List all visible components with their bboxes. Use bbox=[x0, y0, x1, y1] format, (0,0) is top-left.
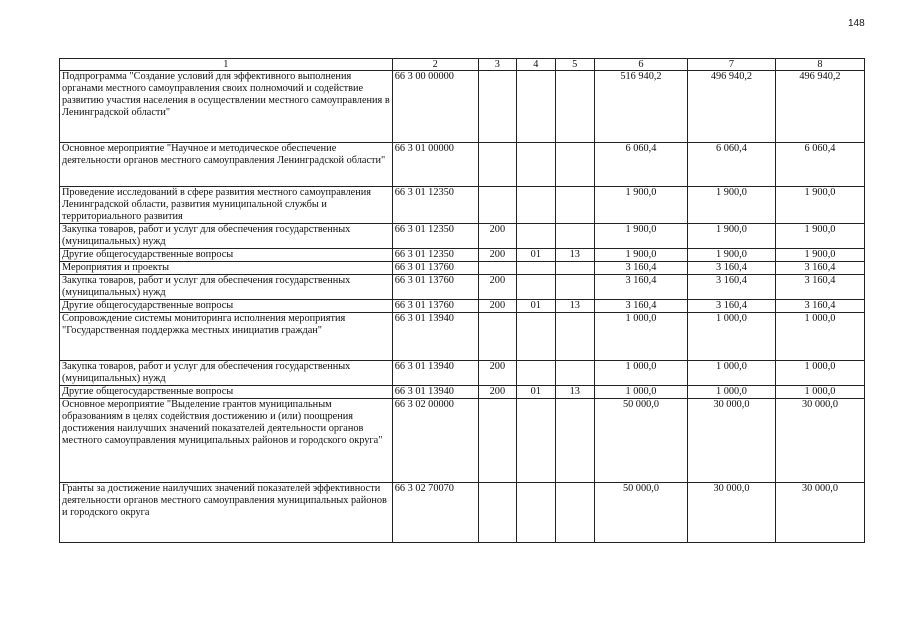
amount-col8-cell: 1 900,0 bbox=[775, 187, 864, 224]
subsection-cell bbox=[555, 224, 594, 249]
expense-type-cell bbox=[478, 483, 516, 543]
table-row bbox=[60, 300, 865, 313]
target-code-cell: 66 3 02 00000 bbox=[392, 399, 478, 483]
table-row bbox=[60, 313, 865, 361]
amount-col6-cell: 1 900,0 bbox=[594, 187, 687, 224]
column-header: 1 bbox=[60, 59, 393, 71]
amount-col7-cell: 30 000,0 bbox=[687, 399, 775, 483]
row-name-cell: Мероприятия и проекты bbox=[60, 262, 393, 275]
section-cell bbox=[517, 143, 555, 187]
expense-type-cell: 200 bbox=[478, 275, 516, 300]
table-row bbox=[60, 187, 865, 224]
target-code-cell: 66 3 02 70070 bbox=[392, 483, 478, 543]
section-cell: 01 bbox=[517, 249, 555, 262]
amount-col8-cell: 6 060,4 bbox=[775, 143, 864, 187]
table-body bbox=[60, 71, 865, 543]
amount-col6-cell: 516 940,2 bbox=[594, 71, 687, 143]
table-row bbox=[60, 71, 865, 143]
amount-col8-cell: 1 000,0 bbox=[775, 386, 864, 399]
row-name-cell: Другие общегосударственные вопросы bbox=[60, 386, 393, 399]
expense-type-cell bbox=[478, 187, 516, 224]
target-code-cell: 66 3 01 13760 bbox=[392, 262, 478, 275]
expense-type-cell bbox=[478, 143, 516, 187]
target-code-cell: 66 3 01 13760 bbox=[392, 275, 478, 300]
amount-col6-cell: 3 160,4 bbox=[594, 262, 687, 275]
amount-col6-cell: 1 000,0 bbox=[594, 386, 687, 399]
row-name-cell: Гранты за достижение наилучших значений показателей эффективности деятельности органов местного самоуправления муниципальных районов и городского округа bbox=[60, 483, 393, 543]
amount-col8-cell: 1 900,0 bbox=[775, 224, 864, 249]
section-cell bbox=[517, 361, 555, 386]
amount-col6-cell: 50 000,0 bbox=[594, 399, 687, 483]
expense-type-cell bbox=[478, 399, 516, 483]
amount-col6-cell: 3 160,4 bbox=[594, 275, 687, 300]
subsection-cell bbox=[555, 275, 594, 300]
row-name-cell: Основное мероприятие "Научное и методическое обеспечение деятельности органов местного самоуправления Ленинградской области" bbox=[60, 143, 393, 187]
target-code-cell: 66 3 01 12350 bbox=[392, 187, 478, 224]
section-cell: 01 bbox=[517, 386, 555, 399]
section-cell bbox=[517, 313, 555, 361]
target-code-cell: 66 3 01 00000 bbox=[392, 143, 478, 187]
amount-col8-cell: 1 000,0 bbox=[775, 361, 864, 386]
table-row bbox=[60, 143, 865, 187]
row-name-cell: Закупка товаров, работ и услуг для обеспечения государственных (муниципальных) нужд bbox=[60, 275, 393, 300]
column-header: 2 bbox=[392, 59, 478, 71]
amount-col7-cell: 30 000,0 bbox=[687, 483, 775, 543]
target-code-cell: 66 3 01 13940 bbox=[392, 313, 478, 361]
amount-col7-cell: 1 900,0 bbox=[687, 224, 775, 249]
row-name-cell: Другие общегосударственные вопросы bbox=[60, 300, 393, 313]
expense-type-cell: 200 bbox=[478, 224, 516, 249]
amount-col8-cell: 1 000,0 bbox=[775, 313, 864, 361]
row-name-cell: Другие общегосударственные вопросы bbox=[60, 249, 393, 262]
amount-col7-cell: 6 060,4 bbox=[687, 143, 775, 187]
target-code-cell: 66 3 01 12350 bbox=[392, 249, 478, 262]
amount-col8-cell: 30 000,0 bbox=[775, 399, 864, 483]
column-header: 3 bbox=[478, 59, 516, 71]
subsection-cell bbox=[555, 483, 594, 543]
column-header: 4 bbox=[517, 59, 555, 71]
subsection-cell bbox=[555, 187, 594, 224]
column-header: 8 bbox=[775, 59, 864, 71]
subsection-cell bbox=[555, 143, 594, 187]
amount-col8-cell: 1 900,0 bbox=[775, 249, 864, 262]
amount-col7-cell: 1 900,0 bbox=[687, 187, 775, 224]
expense-type-cell: 200 bbox=[478, 249, 516, 262]
subsection-cell bbox=[555, 399, 594, 483]
amount-col8-cell: 496 940,2 bbox=[775, 71, 864, 143]
amount-col6-cell: 1 000,0 bbox=[594, 313, 687, 361]
amount-col6-cell: 1 900,0 bbox=[594, 249, 687, 262]
subsection-cell bbox=[555, 262, 594, 275]
table-row bbox=[60, 361, 865, 386]
amount-col8-cell: 3 160,4 bbox=[775, 275, 864, 300]
table-row bbox=[60, 275, 865, 300]
expense-type-cell: 200 bbox=[478, 386, 516, 399]
amount-col7-cell: 1 900,0 bbox=[687, 249, 775, 262]
table-row bbox=[60, 483, 865, 543]
row-name-cell: Проведение исследований в сфере развития местного самоуправления Ленинградской области, развития муниципальной службы и территориального развития bbox=[60, 187, 393, 224]
expense-type-cell bbox=[478, 313, 516, 361]
target-code-cell: 66 3 01 13940 bbox=[392, 361, 478, 386]
expense-type-cell bbox=[478, 71, 516, 143]
amount-col7-cell: 3 160,4 bbox=[687, 300, 775, 313]
section-cell: 01 bbox=[517, 300, 555, 313]
section-cell bbox=[517, 275, 555, 300]
subsection-cell: 13 bbox=[555, 300, 594, 313]
row-name-cell: Основное мероприятие "Выделение грантов муниципальным образованиям в целях содействия достижению и (или) поощрения достижения наилучших значений показателей деятельности органов местного самоуправления муниципальных районов и городского округа" bbox=[60, 399, 393, 483]
section-cell bbox=[517, 224, 555, 249]
section-cell bbox=[517, 483, 555, 543]
amount-col6-cell: 6 060,4 bbox=[594, 143, 687, 187]
column-header: 5 bbox=[555, 59, 594, 71]
subsection-cell: 13 bbox=[555, 386, 594, 399]
expense-type-cell bbox=[478, 262, 516, 275]
amount-col6-cell: 3 160,4 bbox=[594, 300, 687, 313]
subsection-cell bbox=[555, 361, 594, 386]
amount-col7-cell: 496 940,2 bbox=[687, 71, 775, 143]
section-cell bbox=[517, 399, 555, 483]
column-header: 7 bbox=[687, 59, 775, 71]
amount-col8-cell: 3 160,4 bbox=[775, 262, 864, 275]
subsection-cell bbox=[555, 71, 594, 143]
target-code-cell: 66 3 01 13760 bbox=[392, 300, 478, 313]
amount-col6-cell: 1 900,0 bbox=[594, 224, 687, 249]
expense-type-cell: 200 bbox=[478, 300, 516, 313]
table-row bbox=[60, 224, 865, 249]
expense-type-cell: 200 bbox=[478, 361, 516, 386]
row-name-cell: Закупка товаров, работ и услуг для обеспечения государственных (муниципальных) нужд bbox=[60, 361, 393, 386]
target-code-cell: 66 3 00 00000 bbox=[392, 71, 478, 143]
amount-col6-cell: 1 000,0 bbox=[594, 361, 687, 386]
column-header: 6 bbox=[594, 59, 687, 71]
section-cell bbox=[517, 71, 555, 143]
section-cell bbox=[517, 187, 555, 224]
subsection-cell: 13 bbox=[555, 249, 594, 262]
amount-col7-cell: 3 160,4 bbox=[687, 262, 775, 275]
amount-col7-cell: 3 160,4 bbox=[687, 275, 775, 300]
amount-col7-cell: 1 000,0 bbox=[687, 361, 775, 386]
row-name-cell: Сопровождение системы мониторинга исполнения мероприятия "Государственная поддержка местных инициатив граждан" bbox=[60, 313, 393, 361]
amount-col7-cell: 1 000,0 bbox=[687, 313, 775, 361]
section-cell bbox=[517, 262, 555, 275]
amount-col7-cell: 1 000,0 bbox=[687, 386, 775, 399]
table-row bbox=[60, 386, 865, 399]
page-number: 148 bbox=[848, 18, 865, 29]
row-name-cell: Подпрограмма "Создание условий для эффективного выполнения органами местного самоуправления своих полномочий и содействие развитию участия населения в осуществлении местного самоуправления в Ленинградской области" bbox=[60, 71, 393, 143]
table-row bbox=[60, 262, 865, 275]
target-code-cell: 66 3 01 12350 bbox=[392, 224, 478, 249]
amount-col8-cell: 30 000,0 bbox=[775, 483, 864, 543]
table-row bbox=[60, 399, 865, 483]
amount-col8-cell: 3 160,4 bbox=[775, 300, 864, 313]
row-name-cell: Закупка товаров, работ и услуг для обеспечения государственных (муниципальных) нужд bbox=[60, 224, 393, 249]
amount-col6-cell: 50 000,0 bbox=[594, 483, 687, 543]
subsection-cell bbox=[555, 313, 594, 361]
column-number-header-row bbox=[60, 59, 865, 71]
budget-table bbox=[59, 58, 865, 543]
target-code-cell: 66 3 01 13940 bbox=[392, 386, 478, 399]
table-row bbox=[60, 249, 865, 262]
